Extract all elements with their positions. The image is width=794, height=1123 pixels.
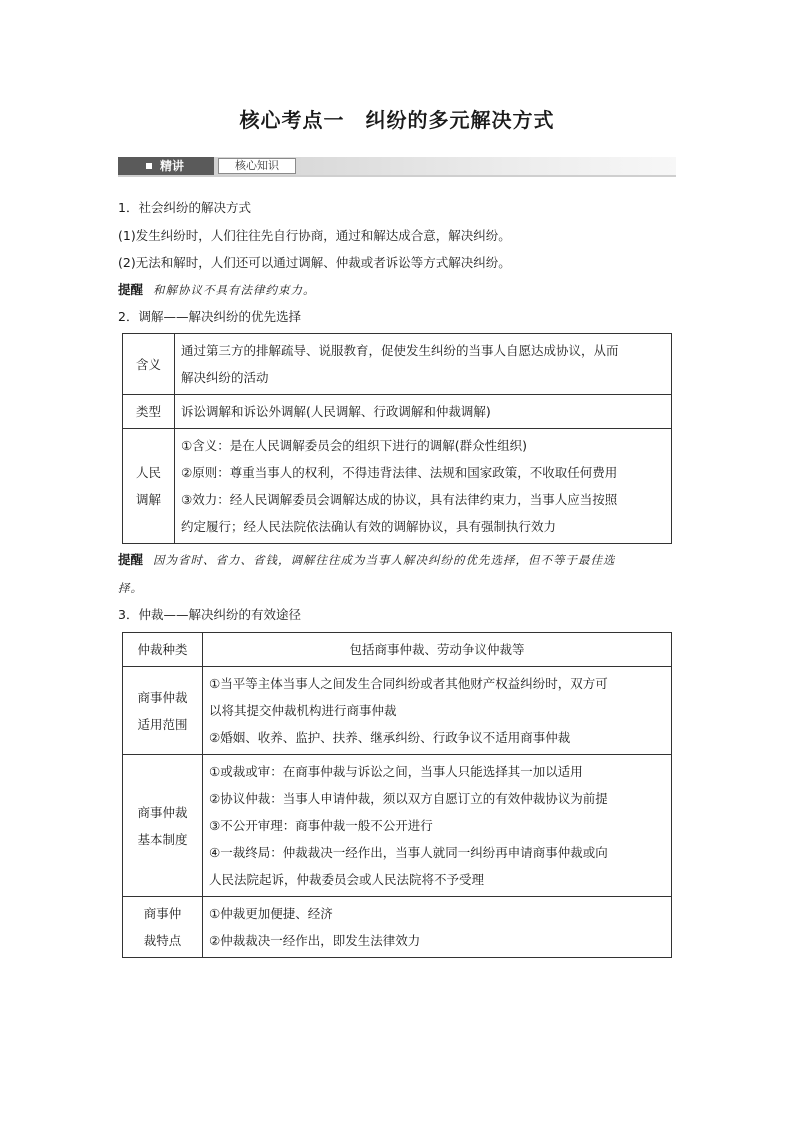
table-row [123,667,672,755]
square-bullet-icon [146,163,152,169]
content-line: 通过第三方的排解疏导、说服教育，促使发生纠纷的当事人自愿达成协议，从而 [181,343,619,358]
row-header: 仲裁种类 [123,633,203,667]
content-line: ②仲裁裁决一经作出，即发生法律效力 [209,933,421,948]
banner-tag-core-knowledge: 核心知识 [218,158,296,174]
section3-heading: 3．仲裁——解决纠纷的有效途径 [118,607,301,622]
section1-note [118,282,316,298]
table-row [123,755,672,897]
header-line: 商事仲 [143,906,182,921]
row-content [203,667,672,755]
note-text: 因为省时、省力、省钱，调解往往成为当事人解决纠纷的优先选择，但不等于最佳选 [153,553,616,567]
content-line: ③不公开审理：商事仲裁一般不公开进行 [209,818,433,833]
row-content [175,395,672,429]
header-line: 裁特点 [143,933,182,948]
content-line: ①含义：是在人民调解委员会的组织下进行的调解(群众性组织) [181,438,527,453]
header-line: 基本制度 [137,831,188,847]
table-row [123,429,672,544]
banner-tag-jingjiang [118,157,214,175]
content-line: ④一裁终局：仲裁裁决一经作出，当事人就同一纠纷再申请商事仲裁或向 [209,845,608,860]
header-line: 商事仲裁 [137,689,188,705]
row-content: 包括商事仲裁、劳动争议仲裁等 [203,633,672,667]
row-content [203,897,672,958]
section2-note-continued [118,580,143,596]
row-header: 含义 [123,334,175,395]
row-header [123,667,203,755]
content-line: ①仲裁更加便捷、经济 [209,906,333,921]
content-line: 人民法院起诉，仲裁委员会或人民法院将不予受理 [209,872,485,887]
content-line: ②原则：尊重当事人的权利，不得违背法律、法规和国家政策，不收取任何费用 [181,465,618,480]
header-line: 适用范围 [137,716,188,732]
row-header: 类型 [123,395,175,429]
section2-heading: 2．调解——解决纠纷的优先选择 [118,309,301,324]
section2-note [118,552,616,568]
content-line: ①或裁或审：在商事仲裁与诉讼之间，当事人只能选择其一加以适用 [209,764,583,779]
header-line: 调解 [135,492,161,507]
section1-heading: 1．社会纠纷的解决方式 [118,200,251,215]
row-header [123,755,203,897]
table-row [123,334,672,395]
note-label: 提醒 [118,552,144,567]
row-header [123,429,175,544]
note-text: 和解协议不具有法律约束力。 [153,283,316,297]
row-content [203,755,672,897]
section-banner [118,157,676,178]
content-line: 约定履行；经人民法院依法确认有效的调解协议，具有强制执行效力 [181,519,557,534]
arbitration-table [122,632,672,958]
mediation-table [122,333,672,544]
note-label: 提醒 [118,282,144,297]
content-line: ①当平等主体当事人之间发生合同纠纷或者其他财产权益纠纷时，双方可 [209,676,608,691]
table-row [123,897,672,958]
section1-paragraph-2: (2)无法和解时，人们还可以通过调解、仲裁或者诉讼等方式解决纠纷。 [118,255,511,270]
content-line: ②婚姻、收养、监护、扶养、继承纠纷、行政争议不适用商事仲裁 [209,730,571,745]
note-text: 择。 [118,581,143,595]
content-line: ②协议仲裁：当事人申请仲裁，须以双方自愿订立的有效仲裁协议为前提 [209,791,608,806]
header-line: 人民 [135,465,161,480]
content-line: 以将其提交仲裁机构进行商事仲裁 [209,703,397,718]
content-line: ③效力：经人民调解委员会调解达成的协议，具有法律约束力，当事人应当按照 [181,492,618,507]
row-header [123,897,203,958]
content-line: 解决纠纷的活动 [181,370,269,385]
row-content [175,429,672,544]
banner-tag-label: 精讲 [160,159,185,173]
table-header-row [123,633,672,667]
table-row [123,395,672,429]
page-title: 核心考点一 纠纷的多元解决方式 [239,108,555,132]
row-content [175,334,672,395]
content-line: 诉讼调解和诉讼外调解(人民调解、行政调解和仲裁调解) [181,404,491,419]
banner-underline [118,175,676,177]
section1-paragraph-1: (1)发生纠纷时，人们往往先自行协商，通过和解达成合意，解决纠纷。 [118,228,511,243]
header-line: 商事仲裁 [137,804,188,820]
